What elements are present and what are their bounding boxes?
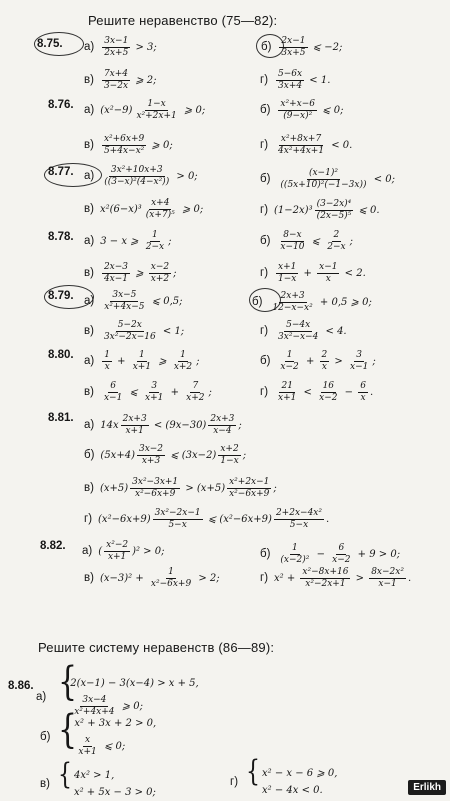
math-expression: $\frac{7x+4}{3-2x}$ ⩾ 2; — [103, 69, 157, 91]
item-letter: в) — [84, 202, 94, 215]
exercise-item — [84, 36, 157, 59]
exercise-item — [84, 134, 173, 157]
item-letter: г) — [260, 385, 269, 398]
item-letter: в) — [40, 777, 50, 790]
problem-number: 8.76. — [48, 99, 74, 111]
system-line: 2(x−1) − 3(x−4) > x + 5, — [70, 678, 199, 689]
item-letter: в) — [84, 324, 94, 337]
math-expression: $\frac{1}{x}$ + $\frac{1}{x+1}$ ⩾ $\frac{1}{x+2}$ ; — [104, 350, 200, 372]
math-expression: x² + $\frac{\text{x²−8x+16}}{\text{x²−2x+1}}$ > $\frac{\text{8x−2x²}}{x-1}$ . — [274, 567, 412, 589]
exercise-item — [260, 199, 380, 222]
problem-number: 8.77. — [48, 166, 74, 178]
brace-a: { — [58, 659, 78, 706]
math-expression: $\frac{2x-3}{4x-1}$ ⩾ $\frac{x-2}{x+2}$ ; — [103, 262, 177, 284]
math-expression: $\frac{3x-1}{2x+5}$ > 3; — [104, 36, 157, 58]
math-expression: 3 − x ⩾ $\frac{1}{2-x}$ ; — [100, 230, 172, 252]
item-letter: б) — [260, 103, 271, 116]
item-letter: а) — [36, 691, 47, 704]
math-expression: $\frac{3x-5}{\text{x²+4x−5}}$ ⩽ 0,5; — [104, 290, 183, 312]
math-expression: $\frac{\text{x²+8x+7}}{\text{4x²+4x+1}}$ < 0. — [278, 134, 353, 156]
exercise-item — [260, 381, 373, 404]
problem-number: 8.78. — [48, 231, 74, 243]
math-expression: $\frac{6}{x-1}$ ⩽ $\frac{3}{x+1}$ + $\frac{7}{x+2}$ ; — [103, 381, 212, 403]
item-letter: в) — [84, 73, 94, 86]
exercise-item — [40, 770, 156, 798]
math-expression: 14x $\frac{2x+3}{x+1}$ < (9x−30) $\frac{2x+3}{x-4}$ ; — [100, 414, 242, 436]
brace-g: { — [246, 756, 260, 789]
problem-number: 8.79. — [48, 290, 74, 302]
math-expression: $\frac{21}{x+1}$ < $\frac{16}{x-2}$ − $\frac{6}{x}$ . — [278, 381, 374, 403]
item-letter: г) — [260, 571, 269, 584]
exercise-item — [260, 230, 353, 253]
math-expression: x²(6−x)³ $\frac{x+4}{\text{(x+7)⁵}}$ ⩾ 0; — [99, 198, 204, 220]
item-letter: г) — [260, 324, 269, 337]
exercise-item — [84, 381, 212, 404]
brace-b: { — [58, 707, 78, 754]
math-expression: (x+5) $\frac{\text{3x²−3x+1}}{\text{x²−6x+9}}$ > (x+5) $\frac{\text{x²+2x−1}}{\text{x²−6x+9}}$ ; — [99, 477, 277, 499]
problem-number: 8.80. — [48, 349, 74, 361]
exercise-item — [84, 165, 198, 188]
watermark-logo: Erlikh — [408, 780, 446, 795]
item-letter: г) — [260, 73, 269, 86]
item-letter: б) — [261, 40, 272, 53]
item-letter: б) — [40, 731, 51, 744]
item-letter: а) — [84, 294, 95, 307]
math-expression: $\frac{\text{3x²+10x+3}}{\text{((3−x)²(4−x²))}}$ > 0; — [104, 165, 198, 187]
exercise-item — [260, 320, 347, 343]
item-letter: в) — [84, 266, 94, 279]
item-letter: г) — [260, 266, 269, 279]
exercise-item — [84, 262, 177, 285]
item-letter: в) — [84, 385, 94, 398]
math-expression: $\frac{5-4x}{\text{3x²−x−4}}$ < 4. — [278, 320, 347, 342]
item-letter: б) — [260, 547, 271, 560]
item-letter: б) — [252, 295, 263, 308]
item-letter: г) — [230, 775, 239, 788]
item-letter: а) — [84, 103, 95, 116]
exercise-item — [84, 99, 205, 122]
math-expression: ( $\frac{\text{x²−2}}{x+1}$ )² > 0; — [98, 540, 165, 562]
math-expression: $\frac{\text{(x−1)²}}{\text{((5x+10)²(−1−3x))}}$ < 0; — [280, 168, 395, 190]
exercise-item — [260, 567, 411, 590]
exercise-item — [84, 350, 200, 373]
exercise-item — [260, 168, 395, 191]
exercise-item — [260, 350, 376, 373]
exercise-item — [252, 291, 372, 314]
math-expression: $\frac{8-x}{x-10}$ ⩽ $\frac{2}{2-x}$ ; — [280, 230, 353, 252]
math-expression: $\frac{\text{x²+6x+9}}{\text{5+4x−x²}}$ ⩾ 0; — [103, 134, 173, 156]
exercise-item — [82, 540, 164, 563]
problem-number: 8.81. — [48, 412, 74, 424]
item-letter: б) — [260, 234, 271, 247]
item-letter: г) — [260, 203, 269, 216]
math-expression: $\frac{\text{x²+x−6}}{\text{(9−x)²}}$ ⩽ 0; — [280, 99, 344, 121]
item-letter: в) — [84, 571, 94, 584]
problem-number: 8.86. — [8, 680, 34, 692]
exercise-item — [84, 567, 220, 590]
system-line: $\frac{3x-4}{\text{x²+4x+4}}$ ⩾ 0; — [74, 695, 143, 717]
math-expression: $\frac{2x-1}{3x+5}$ ⩽ −2; — [281, 36, 343, 58]
exercise-item — [261, 36, 342, 59]
item-letter: г) — [84, 512, 93, 525]
math-expression: (1−2x)³ $\frac{\text{(3−2x)⁴}}{\text{(2x−5)⁵}}$ ⩽ 0. — [274, 199, 380, 221]
item-letter: а) — [84, 169, 95, 182]
system-line: $\frac{x}{x+1}$ ⩽ 0; — [78, 735, 126, 757]
math-expression: (5x+4) $\frac{3x-2}{x+3}$ ⩽ (3x−2) $\frac{x+2}{1-x}$ ; — [100, 444, 247, 466]
exercise-item — [84, 477, 277, 500]
item-letter: а) — [84, 234, 95, 247]
section-heading-inequalities: Решите неравенство (75—82): — [88, 13, 278, 28]
math-expression: (x²−6x+9) $\frac{\text{3x²−2x−1}}{5-x}$ ⩽ (x²−6x+9) $\frac{\text{2+2x−4x²}}{5-x}$ . — [98, 508, 330, 530]
exercise-item — [260, 69, 330, 92]
math-expression: $\frac{x+1}{1-x}$ + $\frac{x-1}{x}$ < 2. — [278, 262, 366, 284]
exercise-item — [84, 290, 183, 313]
exercise-item — [84, 508, 329, 531]
system-line: x² − 4x < 0. — [262, 785, 323, 796]
system-line: x² − x − 6 ⩾ 0, — [262, 768, 338, 779]
item-letter: б) — [84, 448, 95, 461]
exercise-item — [230, 768, 337, 796]
math-expression: (x−3)² + $\frac{1}{\text{x²−6x+9}}$ > 2; — [99, 567, 220, 589]
item-letter: а) — [84, 40, 95, 53]
item-letter: а) — [84, 418, 95, 431]
item-letter: б) — [260, 172, 271, 185]
exercise-item — [260, 99, 343, 122]
item-letter: а) — [84, 354, 95, 367]
exercise-item — [260, 134, 352, 157]
exercise-item — [84, 230, 171, 253]
exercise-item — [84, 320, 184, 343]
exercise-item — [84, 414, 242, 437]
section-heading-systems: Решите систему неравенств (86—89): — [38, 640, 275, 655]
item-letter: в) — [84, 481, 94, 494]
system-line: x² + 3x + 2 > 0, — [74, 718, 157, 729]
math-expression: $\frac{1}{\text{(x−2)²}}$ − $\frac{6}{x-2}$ + 9 > 0; — [280, 543, 401, 565]
problem-number: 8.75. — [37, 38, 63, 50]
exercise-item — [84, 69, 157, 92]
item-letter: б) — [260, 354, 271, 367]
exercise-item — [260, 262, 366, 285]
system-line: 4x² > 1, — [73, 770, 115, 781]
item-letter: а) — [82, 544, 93, 557]
exercise-item — [84, 444, 246, 467]
math-expression: $\frac{2x+3}{\text{12−x−x²}}$ + 0,5 ⩾ 0; — [272, 291, 372, 313]
item-letter: в) — [84, 138, 94, 151]
exercise-item — [36, 678, 199, 718]
exercise-item — [260, 543, 400, 566]
brace-v: { — [58, 759, 72, 792]
math-expression: $\frac{5-2x}{\text{3x²−2x−16}}$ < 1; — [103, 320, 185, 342]
math-expression: (x²−9) $\frac{1-x}{\text{x²+2x+1}}$ ⩾ 0; — [100, 99, 206, 121]
system-line: x² + 5x − 3 > 0; — [73, 787, 156, 798]
problem-number: 8.82. — [40, 540, 66, 552]
exercise-item — [84, 198, 203, 221]
math-expression: $\frac{5-6x}{3x+4}$ < 1. — [278, 69, 331, 91]
item-letter: г) — [260, 138, 269, 151]
math-expression: $\frac{1}{x-2}$ + $\frac{2}{x}$ > $\frac{3}{x-1}$ ; — [280, 350, 376, 372]
exercise-item — [40, 718, 156, 758]
